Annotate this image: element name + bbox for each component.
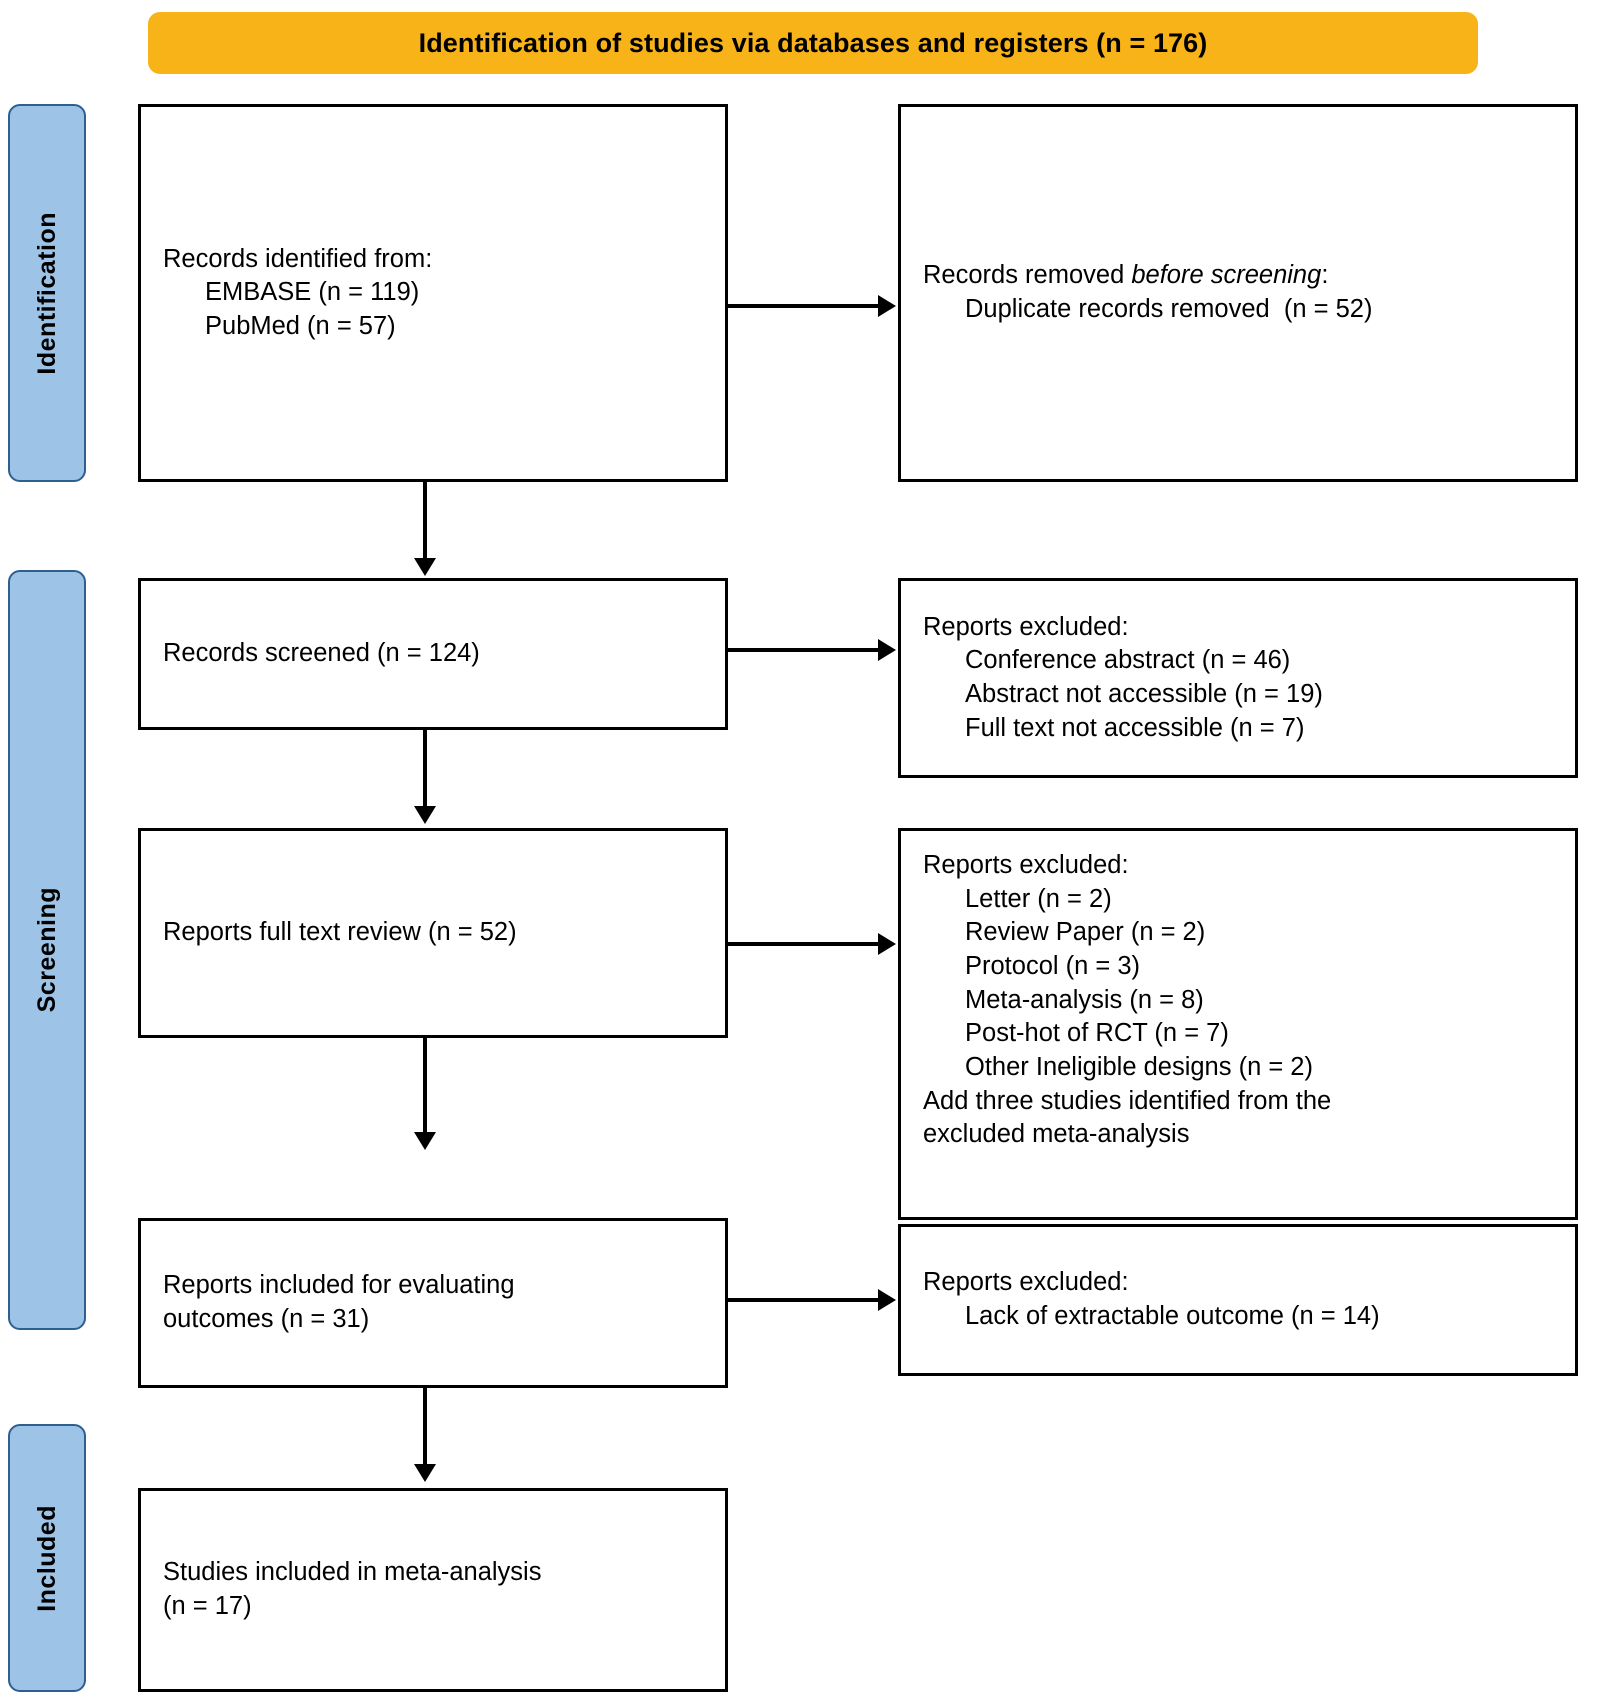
box-line: Reports excluded: (923, 1268, 1129, 1297)
connector-arrow-right (878, 639, 896, 661)
box-line: Full text not accessible (n = 7) (965, 713, 1305, 742)
stage-label-screening (8, 570, 86, 1330)
box-line: Post-hot of RCT (n = 7) (965, 1019, 1229, 1048)
connector-arrow-right (878, 295, 896, 317)
connector-line (423, 482, 427, 564)
box-line: Studies included in meta-analysis (163, 1558, 542, 1587)
box-records-identified (138, 104, 728, 482)
box-reports-excluded-outcomes (898, 1224, 1578, 1376)
stage-label-identification (8, 104, 86, 482)
box-line: Letter (n = 2) (965, 884, 1112, 913)
box-line: Reports excluded: (923, 851, 1129, 879)
connector-arrow-right (878, 933, 896, 955)
box-line: Reports included for evaluating (163, 1271, 515, 1300)
connector-arrow-down (414, 558, 436, 576)
box-line: PubMed (n = 57) (205, 311, 396, 340)
box-reports-excluded-screening (898, 578, 1578, 778)
stage-label-included-text: Included (32, 1504, 61, 1612)
box-line: Records screened (n = 124) (163, 639, 480, 668)
connector-line (728, 648, 880, 652)
connector-arrow-down (414, 806, 436, 824)
connector-line (728, 304, 880, 308)
stage-label-included (8, 1424, 86, 1692)
box-reports-full-text-review (138, 828, 728, 1038)
box-line: Lack of extractable outcome (n = 14) (965, 1302, 1380, 1330)
box-line: EMBASE (n = 119) (205, 278, 420, 307)
connector-line (728, 1298, 880, 1302)
diagram-title: Identification of studies via databases and registers (n = 176) (418, 27, 1208, 58)
connector-line (423, 730, 427, 812)
connector-line (728, 942, 880, 946)
box-records-screened (138, 578, 728, 730)
box-line: Reports excluded: (923, 612, 1129, 641)
box-line: Add three studies identified from the (923, 1086, 1332, 1115)
box-studies-included-meta-analysis (138, 1488, 728, 1692)
stage-label-identification-text: Identification (32, 211, 61, 375)
box-line: (n = 17) (163, 1592, 252, 1620)
connector-line (423, 1038, 427, 1138)
connector-line (423, 1388, 427, 1470)
box-line: outcomes (n = 31) (163, 1305, 370, 1333)
box-line: Conference abstract (n = 46) (965, 646, 1291, 675)
box-reports-included-outcomes (138, 1218, 728, 1388)
box-line: Reports full text review (n = 52) (163, 918, 517, 947)
box-line: Duplicate records removed (n = 52) (965, 295, 1373, 323)
connector-arrow-down (414, 1464, 436, 1482)
box-line: Records identified from: (163, 244, 433, 273)
box-line: Review Paper (n = 2) (965, 918, 1206, 947)
box-line: Records removed before screening: (923, 261, 1329, 290)
connector-arrow-right (878, 1289, 896, 1311)
box-line: excluded meta-analysis (923, 1120, 1190, 1149)
box-line: Abstract not accessible (n = 19) (965, 680, 1323, 708)
connector-arrow-down (414, 1132, 436, 1150)
stage-label-screening-text: Screening (32, 887, 61, 1013)
box-line: Protocol (n = 3) (965, 951, 1141, 980)
box-line: Meta-analysis (n = 8) (965, 985, 1204, 1014)
box-reports-excluded-full-text (898, 828, 1578, 1220)
box-records-removed-before-screening (898, 104, 1578, 482)
diagram-title-banner (148, 12, 1478, 74)
box-line: Other Ineligible designs (n = 2) (965, 1052, 1313, 1081)
